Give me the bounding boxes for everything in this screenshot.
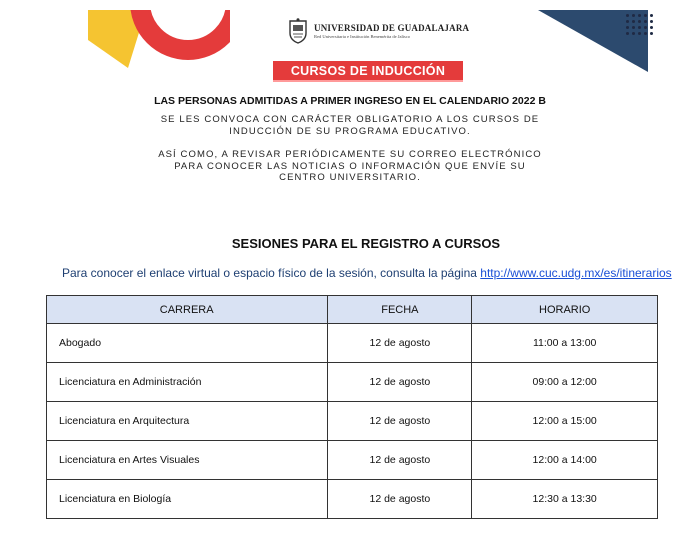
notice-headline: LAS PERSONAS ADMITIDAS A PRIMER INGRESO EN EL CALENDARIO 2022 B bbox=[154, 95, 546, 107]
cell-horario: 12:30 a 13:30 bbox=[472, 480, 658, 519]
cell-carrera: Licenciatura en Administración bbox=[47, 363, 328, 402]
cell-carrera: Abogado bbox=[47, 324, 328, 363]
table-row bbox=[47, 441, 658, 480]
consult-line bbox=[62, 266, 672, 280]
decorative-dot-grid bbox=[626, 14, 653, 35]
cell-fecha: 12 de agosto bbox=[328, 324, 472, 363]
decorative-shapes-left bbox=[88, 10, 230, 68]
notice-paragraph-2: ASÍ COMO, A REVISAR PERIÓDICAMENTE SU CORREO ELECTRÓNICO PARA CONOCER LAS NOTICIAS O INFORMACIÓN QUE ENVÍE SU CENTRO UNIVERSITARIO. bbox=[158, 149, 542, 183]
table-header-row bbox=[47, 296, 658, 324]
sessions-title: SESIONES PARA EL REGISTRO A CURSOS bbox=[231, 236, 501, 251]
cell-horario: 09:00 a 12:00 bbox=[472, 363, 658, 402]
table-row bbox=[47, 402, 658, 441]
cell-fecha: 12 de agosto bbox=[328, 441, 472, 480]
table-row bbox=[47, 480, 658, 519]
cell-carrera: Licenciatura en Biología bbox=[47, 480, 328, 519]
itinerarios-link[interactable]: http://www.cuc.udg.mx/es/itinerarios bbox=[480, 266, 672, 280]
column-header-fecha: FECHA bbox=[328, 296, 472, 324]
cell-fecha: 12 de agosto bbox=[328, 363, 472, 402]
university-name: UNIVERSIDAD DE GUADALAJARA bbox=[314, 23, 470, 33]
consult-text: Para conocer el enlace virtual o espacio físico de la sesión, consulta la página bbox=[62, 266, 477, 280]
notice-paragraph-1: SE LES CONVOCA CON CARÁCTER OBLIGATORIO A LOS CURSOS DE INDUCCIÓN DE SU PROGRAMA EDUCATIVO. bbox=[160, 114, 540, 137]
university-logo bbox=[288, 18, 469, 44]
sessions-table bbox=[46, 295, 658, 519]
cell-horario: 11:00 a 13:00 bbox=[472, 324, 658, 363]
cell-fecha: 12 de agosto bbox=[328, 402, 472, 441]
table-row bbox=[47, 324, 658, 363]
table-row bbox=[47, 363, 658, 402]
university-seal-icon bbox=[288, 18, 308, 44]
cell-horario: 12:00 a 15:00 bbox=[472, 402, 658, 441]
banner-title: CURSOS DE INDUCCIÓN bbox=[273, 61, 463, 82]
cell-carrera: Licenciatura en Arquitectura bbox=[47, 402, 328, 441]
university-subtitle: Red Universitaria e Institución Benemérita de Jalisco bbox=[314, 34, 410, 39]
cell-fecha: 12 de agosto bbox=[328, 480, 472, 519]
cell-horario: 12:00 a 14:00 bbox=[472, 441, 658, 480]
cell-carrera: Licenciatura en Artes Visuales bbox=[47, 441, 328, 480]
column-header-horario: HORARIO bbox=[472, 296, 658, 324]
column-header-carrera: CARRERA bbox=[47, 296, 328, 324]
